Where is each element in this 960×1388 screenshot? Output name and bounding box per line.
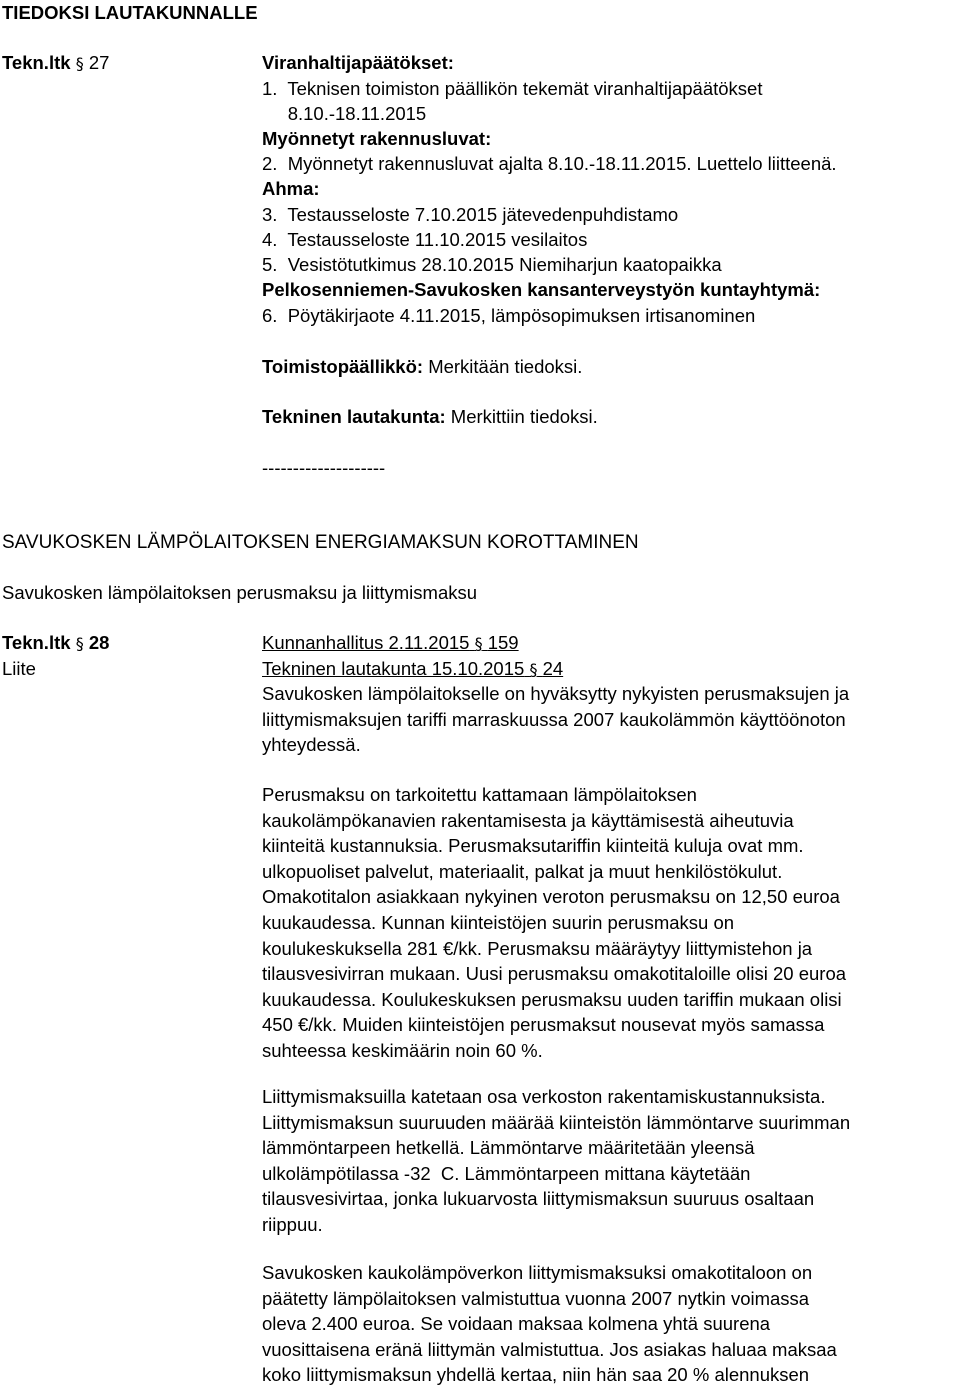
decision-label: Tekninen lautakunta:	[262, 406, 446, 427]
decision	[262, 404, 598, 430]
paragraph-line: Liittymismaksun suuruuden määrää kiinteistön lämmöntarve suurimman	[262, 1111, 851, 1133]
item27-reference	[2, 50, 109, 77]
paragraph	[262, 681, 849, 758]
history-entry	[262, 630, 519, 657]
proposal-label: Toimistopäällikkö:	[262, 356, 424, 377]
proposal	[262, 354, 582, 380]
paragraph-line: ulkolämpötilassa -32 C. Lämmöntarpeen mittana käytetään	[262, 1162, 751, 1184]
history-body: Tekninen lautakunta 15.10.2015	[262, 658, 525, 679]
paragraph-line: riippuu.	[262, 1213, 323, 1235]
section-symbol: §	[75, 634, 84, 653]
paragraph-line: päätetty lämpölaitoksen valmistuttua vuonna 2007 nytkin voimassa	[262, 1287, 810, 1309]
paragraph-line: 450 €/kk. Muiden kiinteistöjen perusmaksut nousevat myös samassa	[262, 1014, 825, 1036]
paragraph-line: koulukeskuksella 281 €/kk. Perusmaksu määräytyy liittymistehon ja	[262, 937, 813, 959]
history-body: Kunnanhallitus 2.11.2015	[262, 632, 470, 653]
paragraph-line: yhteydessä.	[262, 734, 361, 756]
paragraph-line: kuukaudessa. Koulukeskuksen perusmaksu uuden tariffin mukaan olisi	[262, 988, 842, 1010]
decision-text: Merkittiin tiedoksi.	[450, 406, 598, 427]
item27-line: Pelkosenniemen-Savukosken kansanterveystyön kuntayhtymä:	[262, 279, 821, 300]
item27-line: Myönnetyt rakennusluvat:	[262, 128, 492, 149]
paragraph-line: tilausvesivirtaa, jonka lukuarvosta liittymismaksun suuruus osaltaan	[262, 1188, 815, 1210]
paragraph-line: Perusmaksu on tarkoitettu kattamaan lämpölaitoksen	[262, 784, 697, 805]
paragraph-line: Omakotitalon asiakkaan nykyinen veroton perusmaksu on 12,50 euroa	[262, 886, 840, 908]
paragraph-line: vuosittaisena eränä liittymän valmistuttua. Jos asiakas haluaa maksaa	[262, 1338, 837, 1360]
paragraph-line: kaukolämpökanavien rakentamisesta ja käyttämisestä aiheutuvia	[262, 809, 794, 831]
item27-line: 6. Pöytäkirjaote 4.11.2015, lämpösopimuksen irtisanominen	[262, 305, 756, 326]
section-subtitle: Savukosken lämpölaitoksen perusmaksu ja liittymismaksu	[2, 582, 478, 603]
paragraph-line: Savukosken kaukolämpöverkon liittymismaksuksi omakotitaloon on	[262, 1262, 813, 1283]
item27-line: 4. Testausseloste 11.10.2015 vesilaitos	[262, 229, 588, 250]
section-symbol: §	[75, 54, 84, 73]
item27-line: 3. Testausseloste 7.10.2015 jätevedenpuhdistamo	[262, 204, 679, 225]
paragraph-line: Savukosken lämpölaitokselle on hyväksytty nykyisten perusmaksujen ja	[262, 683, 850, 704]
paragraph-line: kiinteitä kustannuksia. Perusmaksutariffin kiinteitä kuluja ovat mm.	[262, 835, 804, 857]
section-symbol: §	[474, 634, 483, 653]
paragraph-line: liittymismaksujen tariffi marraskuussa 2007 kaukolämmön käyttöönoton	[262, 708, 846, 730]
attachment-label: Liite	[2, 658, 36, 679]
page-title: TIEDOKSI LAUTAKUNNALLE	[2, 2, 258, 23]
item27-line: 1. Teknisen toimiston päällikön tekemät viranhaltijapäätökset	[262, 78, 763, 99]
paragraph-line: koko liittymismaksun yhdellä kertaa, niin hän saa 20 % alennuksen	[262, 1364, 810, 1386]
ref-number: 28	[88, 632, 110, 653]
item27-line: 2. Myönnetyt rakennusluvat ajalta 8.10.-18.11.2015. Luettelo liitteenä.	[262, 153, 837, 174]
paragraph	[262, 782, 846, 1064]
paragraph	[262, 1084, 850, 1238]
paragraph-line: oleva 2.400 euroa. Se voidaan maksaa kolmena yhtä suurena	[262, 1313, 771, 1335]
paragraph-line: suhteessa keskimäärin noin 60 %.	[262, 1039, 543, 1061]
proposal-text: Merkitään tiedoksi.	[428, 356, 583, 377]
item27-line: Viranhaltijapäätökset:	[262, 52, 454, 73]
separator: --------------------	[262, 457, 386, 478]
paragraph-line: kuukaudessa. Kunnan kiinteistöjen suurin perusmaksu on	[262, 911, 735, 933]
paragraph-line: tilausvesivirran mukaan. Uusi perusmaksu omakotitaloille olisi 20 euroa	[262, 963, 847, 985]
paragraph-line: Liittymismaksuilla katetaan osa verkoston rakentamiskustannuksista.	[262, 1086, 826, 1107]
ref-label: Tekn.ltk	[2, 632, 71, 653]
paragraph	[262, 1260, 837, 1388]
history-number: 24	[542, 658, 564, 679]
item27-line: Ahma:	[262, 178, 320, 199]
history-entry	[262, 656, 563, 683]
ref-label: Tekn.ltk	[2, 52, 71, 73]
item28-reference	[2, 630, 109, 657]
item27-line: 5. Vesistötutkimus 28.10.2015 Niemiharjun kaatopaikka	[262, 254, 722, 275]
history-number: 159	[487, 632, 519, 653]
ref-number: 27	[88, 52, 110, 73]
section-title: SAVUKOSKEN LÄMPÖLAITOKSEN ENERGIAMAKSUN KOROTTAMINEN	[2, 532, 639, 553]
paragraph-line: ulkopuoliset palvelut, materiaalit, palkat ja muut henkilöstökulut.	[262, 860, 783, 882]
paragraph-line: lämmöntarpeen hetkellä. Lämmöntarve määritetään yleensä	[262, 1137, 755, 1159]
section-symbol: §	[529, 660, 538, 679]
item27-line: 8.10.-18.11.2015	[262, 103, 427, 124]
